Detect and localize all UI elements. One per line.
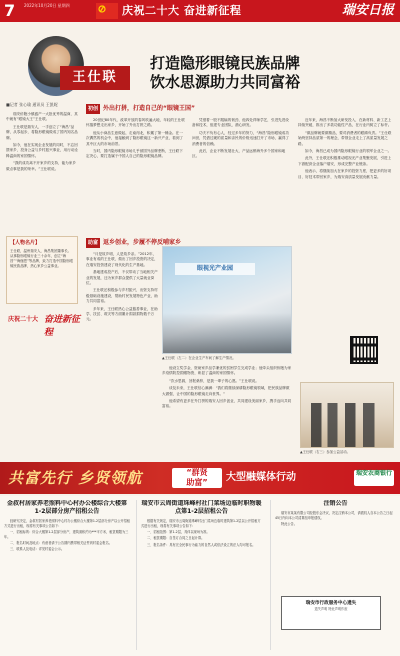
photo-caption: ▲王仕联（左二）在企业生产车间了解生产情况。 xyxy=(162,356,236,360)
notice-paragraph: 一、招租范围：第1-2层，具体以现场为准。 xyxy=(147,530,210,535)
notice-title: 瑞安市云周街道珠峰村社门菜场边临时职物暖点第1-2层招租公告 xyxy=(141,500,262,515)
photo-caption: ▲王仕联（右三）参加公益活动。 xyxy=(300,450,351,454)
notice-paragraph: 根据有关规定，瑞安市云周街道珠峰村社门菜场边临时建筑第1-2层以公开招租方式进行出租，现将有关事项公告如下： xyxy=(141,519,261,528)
intro-paragraph: “我的成功离不开家乡的支持，能为家乡做点事是我的荣幸。”王仕联说。 xyxy=(6,161,76,171)
issue-date: 2022年10月20日 星期四 xyxy=(24,3,70,8)
profile-text: 王仕联，温州瑞安人，海昌集团董事长。从事隐形眼镜行业三十余年，创立“海昌”“海俪恩”等品牌，致力打造中国隐形眼镜民族品牌，热心家乡公益事业。 xyxy=(10,249,73,268)
notice-1 xyxy=(4,500,130,650)
article-paragraph: 功夫不负有心人，经过多年的努力，“海昌”隐形眼镜成功问世，凭借过硬的质量和亲民的价格迅速打开了市场，赢得了消费者的信赖。 xyxy=(192,130,290,146)
notice-paragraph: 三、联系人及电话：详见村委会公示。 xyxy=(10,547,65,552)
article-paragraph: 他设立奖学金，资助家乡品学兼优的贫困学生完成学业；他牵头组织侨胞为家乡疫情防控捐赠物资，彰显了温商的家国情怀。 xyxy=(162,366,292,376)
notice-body xyxy=(275,511,396,527)
page-number: 7 xyxy=(4,1,16,20)
lost-notice-box xyxy=(281,596,381,630)
section-heading-1 xyxy=(86,104,286,114)
article-paragraph: 20世纪80年代，改革开放的春风吹遍大地，年轻的王仕联怀揣梦想走出家乡，开始了外出打拼之路。 xyxy=(86,118,185,128)
article-paragraph: “做品牌就要做精品，要对消费者的眼睛负责。”王仕联始终坚持品质第一的理念，带领企业走上了高质量发展之路。 xyxy=(298,130,392,146)
notice-2 xyxy=(136,500,262,650)
factory-photo xyxy=(162,246,292,354)
lost-notice-title: 瑞安市行政服务中心遗失 xyxy=(305,601,357,606)
campaign-badge xyxy=(172,468,222,488)
photo-people xyxy=(311,403,385,447)
headline-line-2: 饮水思源助力共同富裕 xyxy=(150,73,301,91)
article-column-4 xyxy=(86,252,158,458)
intro-paragraph: 瑞安侨胞小镇盛产一大批优秀的温商，其中就有“眼镜大王”王仕联。 xyxy=(6,112,78,122)
article-paragraph: 此后，企业不断发展壮大，产品远销海外多个国家和地区。 xyxy=(192,149,286,159)
notice-paragraph: 瑞安市某某有限公司经股东会决议，决定注销本公司，请债权人自本公告之日起45日内向本公司清算组申报债权。 xyxy=(275,511,393,520)
article-column-1 xyxy=(86,118,186,236)
name-tag: 王仕联 xyxy=(60,66,130,90)
section-heading-text: 返乡创业，步履不停反哺家乡 xyxy=(103,239,182,246)
person-profile-card xyxy=(6,236,78,304)
party-flag-icon xyxy=(96,3,118,19)
photo-sign-text: 眼视光产业园 xyxy=(175,263,255,275)
notice-paragraph: 经研究决定，金叔村居家养老照料中心村办公楼综合大楼第1-2层部分房产以公开招租方式进行出租，现将有关事项公告如下： xyxy=(4,519,130,528)
page-banner xyxy=(0,0,400,22)
article-column-2 xyxy=(192,118,292,236)
intro-paragraph: 如今，他在实现企业发展的同时，不忘回馈家乡，投身公益与乡村振兴事业，用行动诠释温商的家国情怀。 xyxy=(6,143,78,158)
article-paragraph: 多年来，王仕联热心公益慈善事业，在助学、扶贫、救灾等方面累计捐款捐物数千万元。 xyxy=(86,306,158,322)
notice-title: 金叔村居家养老照料中心村办公楼综合大楼第1-2层部分房产招租公告 xyxy=(6,500,127,515)
notice-body xyxy=(141,519,262,547)
photo-people xyxy=(163,313,292,353)
notice-3 xyxy=(270,500,396,650)
notice-paragraph: 特此公告。 xyxy=(281,522,297,527)
campaign-badge-line: 助富” xyxy=(186,478,208,487)
campaign-logo-part-a: 庆祝二十大 xyxy=(8,316,39,323)
article-paragraph: 近年来，海昌不断加大研发投入，在新材料、新工艺上持续突破，推出了多款功能性产品，在行业内树立了标杆。 xyxy=(298,118,392,128)
article-paragraph: 基地建成投产后，不仅带动了当地相关产业的发展，还为家乡群众提供了大量就业岗位。 xyxy=(86,270,158,286)
byline: ■记者 张心瑜 通讯员 王凯妮 xyxy=(6,102,58,107)
notice-paragraph: 二、报名时间及地点：有意者请于公告期内携带相关证件到村委会报名。 xyxy=(10,541,112,546)
notice-paragraph: 三、报名条件：具有完全民事行为能力的自然人或依法设立的法人均可报名。 xyxy=(147,542,256,547)
notice-body xyxy=(4,519,130,552)
intro-column xyxy=(6,112,78,174)
article-paragraph: 当时，国内隐形眼镜市场几乎被国外品牌垄断，王仕联下定决心，要打造属于中国人自己的隐形眼镜品牌。 xyxy=(86,149,183,159)
article-paragraph: 他表示，将继续加大在家乡的投资力度，把更多的好项目、好技术带回家乡，为瑞安高质量发展贡献力量。 xyxy=(298,169,392,179)
article-paragraph: 谈及未来，王仕联信心满满：“我们将继续深耕隐形眼镜领域，把民族品牌做大做强，让中国的隐形眼镜走向世界。” xyxy=(162,386,290,396)
campaign-logo-part-b: 奋进新征程 xyxy=(44,315,81,338)
profile-title: 【人物名片】 xyxy=(10,240,41,246)
article-column-5 xyxy=(162,366,292,458)
sponsor-logo: 瑞安农商银行 xyxy=(354,470,394,486)
newspaper-brand: 瑞安日报 xyxy=(341,3,394,18)
charity-photo xyxy=(300,382,394,448)
article-paragraph: “饮水思源，回报桑梓，是我一辈子的心愿。”王仕联说。 xyxy=(169,378,259,383)
notice-paragraph: 二、租赁期限：自签订合同之日起计算。 xyxy=(147,536,205,541)
headline xyxy=(150,54,395,92)
section-marker: 助富 xyxy=(88,240,99,246)
lost-notice-sub: 遗失声明 特此声明作废 xyxy=(314,607,348,611)
article-paragraph: “月是故乡明，人是故乡亲。”2012年，事业有成的王仕联，做出了回乡投资的决定，在瑞安投资建设了现代化的生产基地。 xyxy=(86,252,158,267)
notices-section xyxy=(0,496,400,656)
campaign-banner xyxy=(0,462,400,494)
campaign-logo xyxy=(8,310,84,338)
article-paragraph: 他希望有更多在外打拼的瑞安人回乡创业，共同建设美丽家乡，携手迈向共同富裕。 xyxy=(162,399,292,409)
article-paragraph: 王仕联还积极参与乡村振兴，出资支持村级基础设施建设，帮助村民发展特色产业，助力共同富裕。 xyxy=(86,288,158,304)
article-column-3 xyxy=(298,118,394,318)
qr-code-icon[interactable] xyxy=(350,336,378,364)
headline-line-1: 打造隐形眼镜民族品牌 xyxy=(150,54,301,72)
article-paragraph: 他从小商品生意做起，走南闯北，积累了第一桶金。在一次偶然的机会中，他接触到了隐形眼镜这一新兴产业，看到了其中巨大的市场前景。 xyxy=(86,130,184,146)
article-paragraph: 如今，海昌已成为国内隐形眼镜行业的领军企业之一。 xyxy=(305,149,392,154)
section-title: 庆祝二十大 奋进新征程 xyxy=(122,4,242,17)
article-paragraph: 此外，王仕联还积极推动眼视光产业集聚发展，引进上下游配套企业落户瑞安，形成完整产业链条。 xyxy=(298,156,392,166)
article-paragraph: 凭借着一股不服输的韧劲，他四处拜师学艺，引进先进设备和技术，组建专业团队，潜心研发。 xyxy=(192,118,289,128)
section-marker: 初创 xyxy=(88,106,99,112)
notice-title: 注销公告 xyxy=(323,500,348,507)
campaign-title: 共富先行 乡贤领航 xyxy=(8,469,143,487)
section-heading-text: 外出打拼，打造自己的“眼镜王国” xyxy=(103,105,195,112)
intro-paragraph: 王仕联是瑞安人，一手创立了“海昌”品牌，从零起步，将隐形眼镜做成了国内知名品牌。 xyxy=(6,124,78,140)
notice-paragraph: 一、招租标的：综合大楼第1-2层部分房产，建筑面积约为***平方米，租赁期限为三年。 xyxy=(4,530,129,539)
campaign-subtitle: 大型融媒体行动 xyxy=(226,472,296,483)
campaign-badge-line: “群贤 xyxy=(186,468,208,477)
